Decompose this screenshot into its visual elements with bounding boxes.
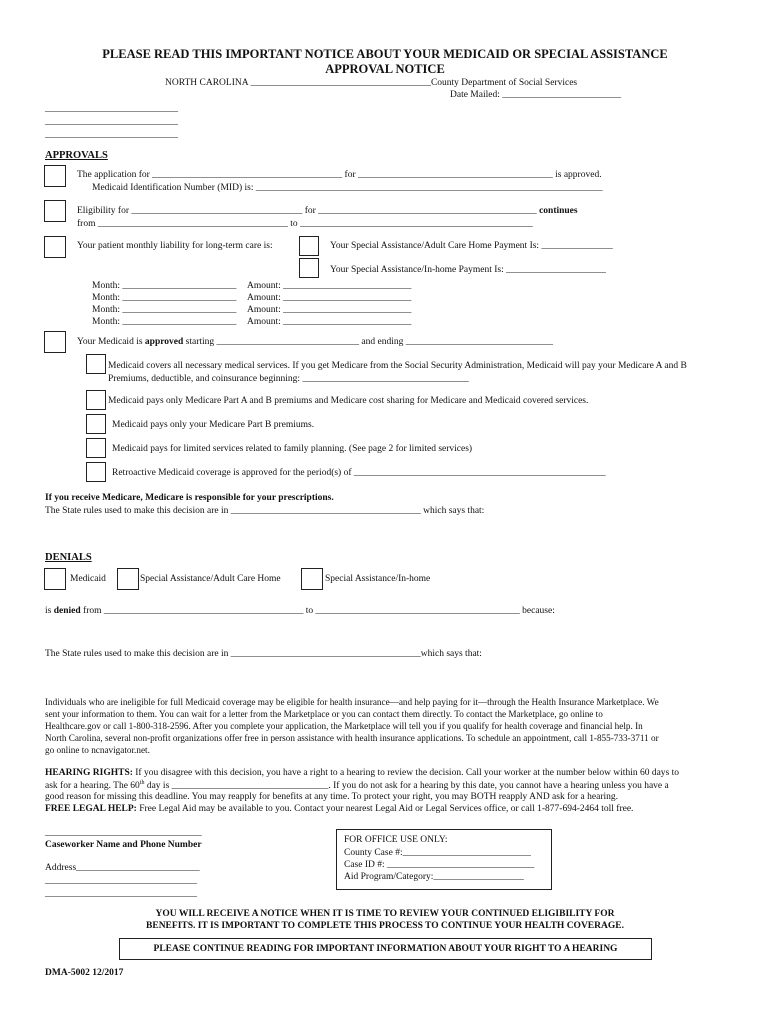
- month-field-1: Month: ________________________: [92, 281, 237, 291]
- sa-adult-care-payment-checkbox[interactable]: [299, 236, 319, 256]
- date-mailed: Date Mailed: _________________________: [450, 90, 621, 100]
- mid-line: Medicaid Identification Number (MID) is: _________________________________________________________________________: [92, 183, 603, 193]
- patient-liability-label: Your patient monthly liability for long-term care is:: [77, 241, 273, 251]
- denied-from-to-line: is denied from __________________________________________ to ___________________________________________ because:: [45, 606, 555, 616]
- denied-sa-adult-label: Special Assistance/Adult Care Home: [140, 574, 281, 584]
- retroactive-checkbox[interactable]: [86, 462, 106, 482]
- eligibility-continues-checkbox[interactable]: [44, 200, 66, 222]
- marketplace-line-2: sent your information to them. You can wait for a letter from the Marketplace or you can contact them directly. To contact the Marketplace, go online to: [45, 709, 603, 719]
- approval-state-rules-line: The State rules used to make this decision are in ________________________________________ which says that:: [45, 506, 485, 516]
- marketplace-line-4: North Carolina, several non-profit organizations offer free in person assistance with health insurance applications. To schedule an appointment, call 1-855-733-3711 or: [45, 733, 659, 743]
- amount-field-3: Amount: ___________________________: [247, 305, 412, 315]
- hearing-rights-line-2: ask for a hearing. The 60th day is _________________________________. If you do not ask for a hearing by this date, you cannot have a hearing unless you have a: [45, 780, 669, 792]
- denied-medicaid-checkbox[interactable]: [44, 568, 66, 590]
- county-case-field: County Case #:___________________________: [344, 848, 531, 858]
- denied-medicaid-label: Medicaid: [70, 574, 106, 584]
- county-line: NORTH CAROLINA ______________________________________County Department of Social Services: [165, 78, 578, 88]
- marketplace-line-5: go online to ncnavigator.net.: [45, 745, 150, 755]
- pays-part-ab-label: Medicaid pays only Medicare Part A and B premiums and Medicare cost sharing for Medicare and Medicaid covered services.: [108, 396, 589, 406]
- title-line-2: APPROVAL NOTICE: [325, 62, 445, 76]
- month-field-2: Month: ________________________: [92, 293, 237, 303]
- caseworker-signature-line: _________________________________: [45, 828, 202, 838]
- marketplace-line-3: Healthcare.gov or call 1-800-318-2596. After you complete your application, the Marketplace will tell you if you qualify for health coverage and financial help. In: [45, 721, 643, 731]
- medicaid-approved-checkbox[interactable]: [44, 331, 66, 353]
- caseworker-label: Caseworker Name and Phone Number: [45, 840, 202, 850]
- month-field-4: Month: ________________________: [92, 317, 237, 327]
- approvals-heading: APPROVALS: [45, 150, 108, 161]
- amount-field-4: Amount: ___________________________: [247, 317, 412, 327]
- patient-liability-checkbox[interactable]: [44, 236, 66, 258]
- from-to-line: from ________________________________________ to _________________________________________________: [77, 219, 533, 229]
- amount-field-2: Amount: ___________________________: [247, 293, 412, 303]
- eligibility-line: Eligibility for ____________________________________ for ______________________________________________ continues: [77, 206, 578, 216]
- address-line-3: ____________________________: [45, 130, 178, 140]
- family-planning-label: Medicaid pays for limited services related to family planning. (See page 2 for limited services): [112, 444, 473, 454]
- caseworker-address: Address__________________________: [45, 863, 200, 873]
- pays-part-b-checkbox[interactable]: [86, 414, 106, 434]
- covers-line-1: Medicaid covers all necessary medical services. If you get Medicare from the Social Security Administration, Medicaid will pay your Medicare A and B: [108, 361, 687, 371]
- application-approved-checkbox[interactable]: [44, 165, 66, 187]
- caseworker-address-line-3: ________________________________: [45, 889, 197, 899]
- hearing-rights-line-3: good reason for missing this deadline. You may reapply for benefits at any time. To protect your right, you may BOTH reapply AND ask for a hearing.: [45, 792, 618, 802]
- review-notice-line-1: YOU WILL RECEIVE A NOTICE WHEN IT IS TIME TO REVIEW YOUR CONTINUED ELIGIBILITY FOR: [155, 909, 615, 919]
- medicaid-approved-line: Your Medicaid is approved starting ______________________________ and ending _______________________________: [77, 337, 553, 347]
- office-use-box: [336, 829, 552, 890]
- medicaid-covers-all-checkbox[interactable]: [86, 354, 106, 374]
- review-notice-line-2: BENEFITS. IT IS IMPORTANT TO COMPLETE THIS PROCESS TO CONTINUE YOUR HEALTH COVERAGE.: [146, 921, 624, 931]
- amount-field-1: Amount: ___________________________: [247, 281, 412, 291]
- title-line-1: PLEASE READ THIS IMPORTANT NOTICE ABOUT YOUR MEDICAID OR SPECIAL ASSISTANCE: [102, 47, 668, 61]
- free-legal-help-line: FREE LEGAL HELP: Free Legal Aid may be available to you. Contact your nearest Legal Aid or Legal Services office, or call 1-877-694-2464 toll free.: [45, 804, 634, 814]
- aid-program-field: Aid Program/Category:___________________: [344, 872, 524, 882]
- sa-inhome-payment-label: Your Special Assistance/In-home Payment Is: _____________________: [330, 265, 606, 275]
- hearing-rights-line-1: HEARING RIGHTS: If you disagree with this decision, you have a right to a hearing to review the decision. Call your worker at the number below within 60 days to: [45, 768, 680, 778]
- denied-sa-inhome-checkbox[interactable]: [301, 568, 323, 590]
- denied-sa-inhome-label: Special Assistance/In-home: [325, 574, 431, 584]
- denied-sa-adult-checkbox[interactable]: [117, 568, 139, 590]
- address-line-1: ____________________________: [45, 104, 178, 114]
- denial-state-rules-line: The State rules used to make this decision are in ________________________________________which says that:: [45, 649, 482, 659]
- denials-heading: DENIALS: [45, 552, 92, 563]
- address-line-2: ____________________________: [45, 117, 178, 127]
- case-id-field: Case ID #: _______________________________: [344, 860, 535, 870]
- caseworker-address-line-2: ________________________________: [45, 876, 197, 886]
- form-number: DMA-5002 12/2017: [45, 968, 124, 978]
- pays-part-b-label: Medicaid pays only your Medicare Part B premiums.: [112, 420, 315, 430]
- continue-reading-text: PLEASE CONTINUE READING FOR IMPORTANT INFORMATION ABOUT YOUR RIGHT TO A HEARING: [153, 944, 618, 954]
- pays-part-ab-checkbox[interactable]: [86, 390, 106, 410]
- medicare-prescriptions-note: If you receive Medicare, Medicare is responsible for your prescriptions.: [45, 493, 334, 503]
- continue-reading-box: [119, 938, 652, 960]
- covers-line-2: Premiums, deductible, and coinsurance beginning: ___________________________________: [108, 374, 469, 384]
- family-planning-checkbox[interactable]: [86, 438, 106, 458]
- sa-inhome-payment-checkbox[interactable]: [299, 258, 319, 278]
- marketplace-line-1: Individuals who are ineligible for full Medicaid coverage may be eligible for health insurance—and help paying for it—through the Health Insurance Marketplace. We: [45, 697, 659, 707]
- month-field-3: Month: ________________________: [92, 305, 237, 315]
- application-line: The application for ________________________________________ for _________________________________________ is approved.: [77, 170, 602, 180]
- retroactive-label: Retroactive Medicaid coverage is approved for the period(s) of _____________________________________________________: [112, 468, 606, 478]
- office-use-title: FOR OFFICE USE ONLY:: [344, 835, 448, 845]
- sa-adult-care-payment-label: Your Special Assistance/Adult Care Home Payment Is: _______________: [330, 241, 613, 251]
